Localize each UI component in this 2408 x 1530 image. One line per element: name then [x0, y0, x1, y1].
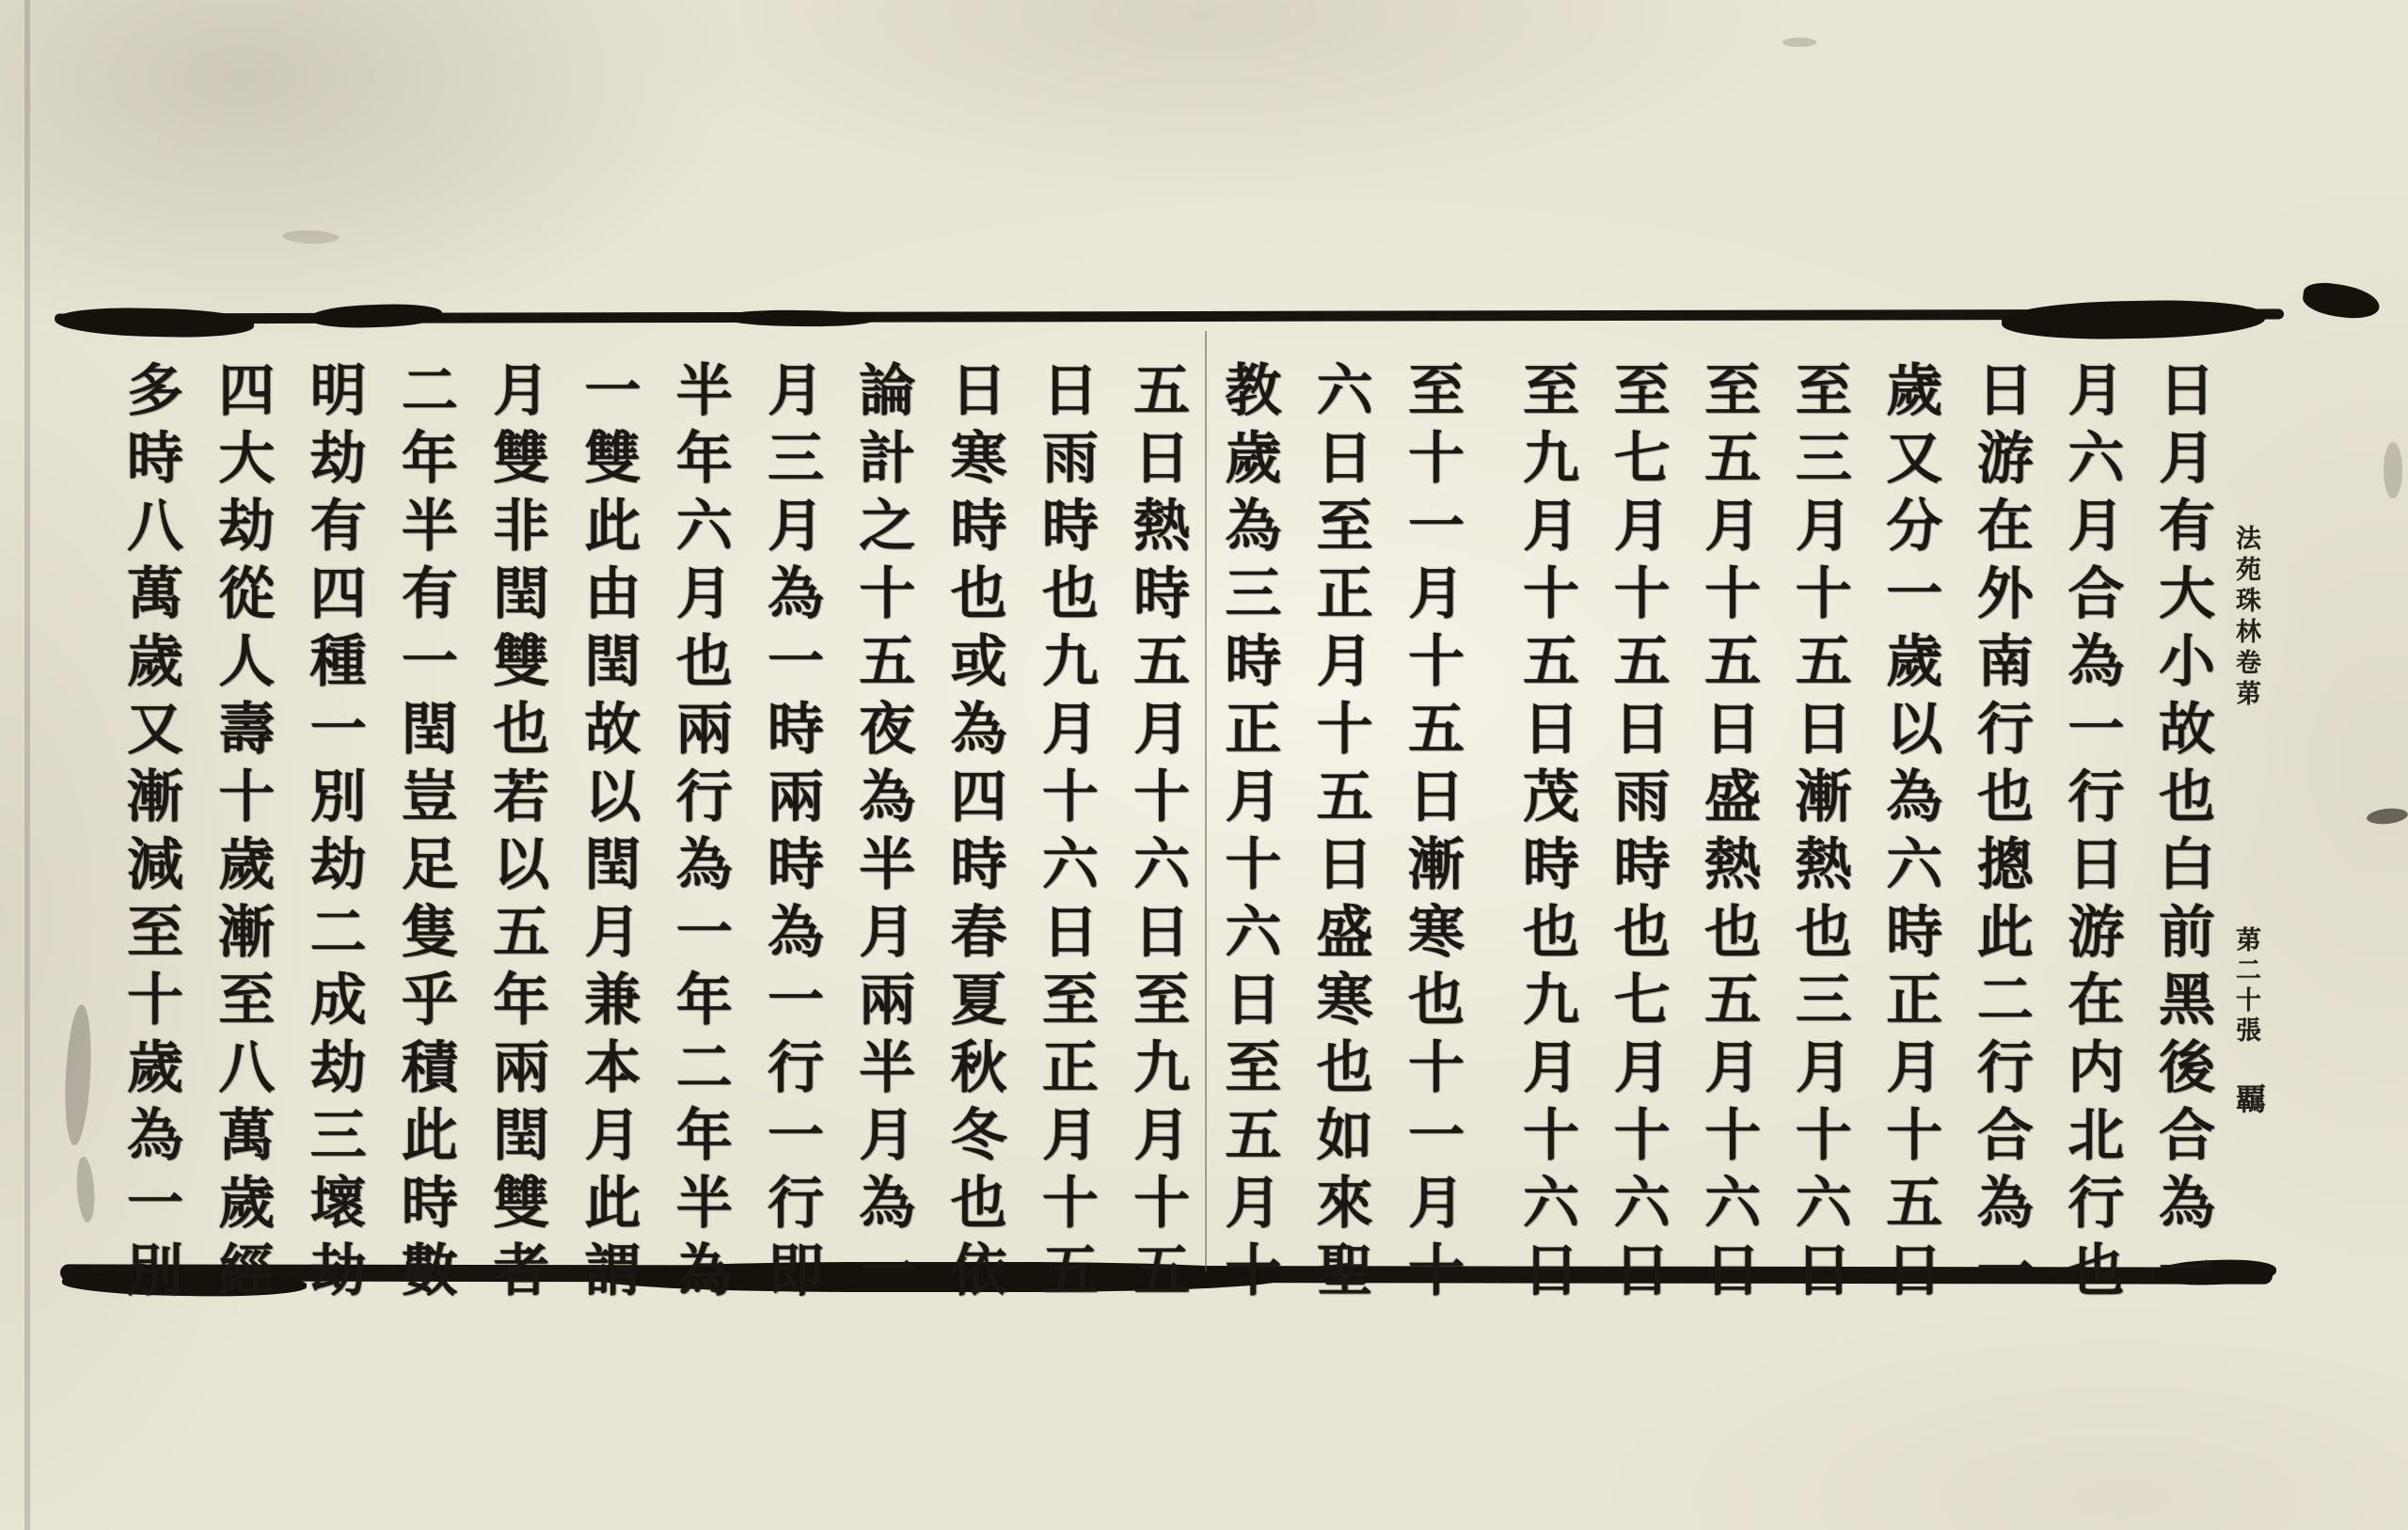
text-column: 歲又分一歲以為六時正月十五日 — [1877, 360, 1943, 1308]
text-column: 日游在外南行也摠此二行合為一 — [1967, 360, 2034, 1308]
margin-title: 法苑珠林卷苐 — [2231, 525, 2260, 711]
ink-blotch — [56, 306, 255, 339]
ink-smudge — [282, 229, 339, 244]
margin-cipher-character: 覊 — [2231, 1083, 2267, 1113]
text-column: 多時八萬歲又漸減至十歲為一別 — [118, 360, 183, 1308]
text-column: 至九月十五日茂時也九月十六日 — [1513, 360, 1579, 1308]
text-column: 五日熱時五月十六日至九月十五 — [1124, 360, 1191, 1308]
text-column: 月三月為一時兩時為一行一行即 — [757, 360, 824, 1308]
margin-sheet-number: 苐二十張 — [2231, 926, 2260, 1047]
ink-smudge — [1782, 38, 1816, 47]
text-column: 至七月十五日雨時也七月十六日 — [1604, 360, 1671, 1308]
text-column: 至五月十五日盛熱也五月十六日 — [1695, 360, 1762, 1308]
ink-blotch — [2301, 279, 2382, 322]
ink-blotch — [724, 309, 875, 327]
left-half-page — [118, 360, 1465, 1319]
ink-smudge — [2366, 807, 2408, 827]
text-column: 論計之十五夜為半月兩半月為一 — [849, 360, 916, 1308]
text-column: 至十一月十五日漸寒也十一月十 — [1398, 360, 1465, 1308]
text-column: 四大劫從人壽十歲漸至八萬歲經 — [209, 360, 276, 1308]
text-column: 日雨時也九月十六日至正月十五 — [1032, 360, 1099, 1308]
ink-smudge — [62, 1003, 94, 1145]
ink-smudge — [2384, 442, 2402, 498]
text-column: 一雙此由閏故以閏月兼本月此謂 — [575, 360, 642, 1308]
text-column: 月六月合為一行日游在内北行也 — [2058, 360, 2125, 1308]
margin-annotation — [2222, 0, 2274, 1530]
text-column: 月雙非閏雙也若以五年兩閏雙者 — [483, 360, 550, 1308]
text-column: 半年六月也兩行為一年二年半為 — [666, 360, 733, 1308]
right-half-page — [1513, 360, 2215, 1319]
text-column: 教歲為三時正月十六日至五月十 — [1215, 360, 1282, 1308]
text-column: 六日至正月十五日盛寒也如來聖 — [1307, 360, 1373, 1308]
text-column: 明劫有四種一別劫二成劫三壞劫 — [300, 360, 367, 1308]
text-column: 日月有大小故也白前黑後合為一 — [2148, 360, 2215, 1308]
text-column: 至三月十五日漸熱也三月十六日 — [1785, 360, 1852, 1308]
paper-crease — [24, 0, 30, 1530]
text-column: 日寒時也或為四時春夏秋冬也依 — [941, 360, 1007, 1308]
ink-smudge — [75, 1156, 97, 1222]
ink-blotch — [310, 303, 443, 330]
text-column: 二年半有一閏豈足隻乎積此時數 — [391, 360, 458, 1308]
